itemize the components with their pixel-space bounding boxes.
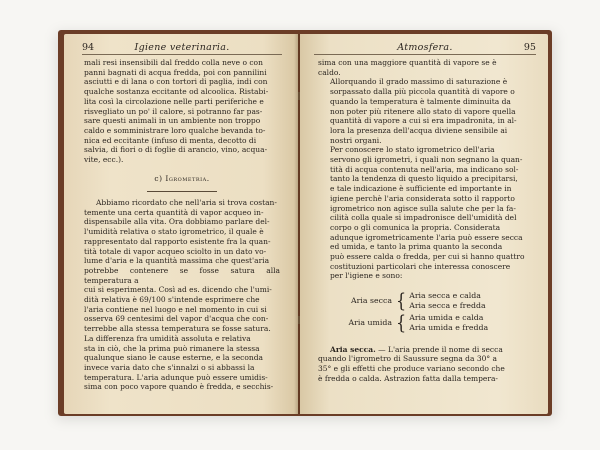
text-line: ed umida, e tanto la prima quanto la seconda xyxy=(330,242,503,252)
right-running-head: Atmosfera. xyxy=(397,42,453,53)
text-line: dità relativa è 69/100 s'intende esprimere che xyxy=(84,295,260,305)
text-line: adunque igrometricamente l'aria può essere secca xyxy=(330,232,523,242)
text-line: e tale indicazione è sufficiente ed importante in xyxy=(330,184,512,194)
text-line: quando l'igrometro di Saussure segna da 30° a xyxy=(318,354,497,364)
text-line: vite, ecc.). xyxy=(84,155,124,165)
text-line: nica ed eccitante (infuso di menta, decotto di xyxy=(84,135,257,145)
text-line: sta in ciò, che la prima può rimanere la stessa xyxy=(84,343,260,353)
brace-icon: { xyxy=(396,310,407,334)
text-line: dispensabile alla vita. Ora dobbiamo parlare del- xyxy=(84,217,270,227)
text-line: potrebbe contenere se fosse satura alla temperatura a xyxy=(84,265,280,285)
air-classification xyxy=(330,288,534,334)
section-heading xyxy=(84,174,280,184)
text-line: corpo o gli comunica la propria. Considerata xyxy=(330,222,501,232)
classification-items xyxy=(409,291,485,310)
text-line: l'aria contiene nel luogo e nel momento in cui si xyxy=(84,304,267,314)
text-line: rappresentato dal rapporto esistente fra la quan- xyxy=(84,236,271,246)
text-line: lora la presenza dell'acqua diviene sensibile ai xyxy=(330,125,508,135)
classification-item: Aria secca e fredda xyxy=(409,300,486,310)
text-line: sorpassato dalla più piccola quantità di vapore o xyxy=(330,87,515,97)
text-line: osserva 69 centesimi del vapor d'acqua che con- xyxy=(84,314,269,324)
right-paragraph-1 xyxy=(318,58,534,77)
text-line: Allorquando il grado massimo di saturazione è xyxy=(330,77,508,87)
text-line: nostri organi. xyxy=(330,135,382,145)
left-page-body xyxy=(84,58,280,392)
classification-group xyxy=(330,288,534,312)
classification-item: Aria umida e calda xyxy=(409,313,484,323)
text-line: qualunque siano le cause esterne, e la seconda xyxy=(84,353,264,363)
text-line: può essere calda o fredda, per cui si hanno quattro xyxy=(330,252,525,262)
text-line: Abbiamo ricordato che nell'aria si trova costan- xyxy=(96,198,277,208)
text-line: — L'aria prende il nome di secca xyxy=(375,344,503,354)
left-paragraph-1 xyxy=(84,58,280,165)
classification-items xyxy=(409,313,488,332)
text-line: igiene perchè l'aria considerata sotto il rapporto xyxy=(330,193,515,203)
text-line: tità totale di vapor acqueo sciolto in un dato vo- xyxy=(84,246,267,256)
text-line: qualche sostanza eccitante od alcoolica. Ristabi- xyxy=(84,87,269,97)
text-line: non poter più ritenere allo stato di vapore quella xyxy=(330,106,516,116)
text-line: sare questi animali in un ambiente non troppo xyxy=(84,116,261,126)
right-page-body xyxy=(318,58,534,383)
paragraph-lead: Aria secca. xyxy=(330,344,376,354)
left-page xyxy=(64,34,298,414)
classification-item: Aria secca e calda xyxy=(409,291,481,301)
text-line: servono gli igrometri, i quali non segnano la quan- xyxy=(330,155,523,165)
section-letter: c) xyxy=(154,173,163,183)
right-page-header xyxy=(314,42,536,55)
text-line: temperatura. L'aria adunque può essere umidis- xyxy=(84,372,268,382)
right-paragraph-2 xyxy=(318,77,534,145)
text-line: per l'igiene e sono: xyxy=(330,271,403,281)
text-line: temente una certa quantità di vapor acqueo in- xyxy=(84,207,264,217)
right-paragraph-3 xyxy=(318,145,534,281)
text-line: lita così la circolazione nelle parti periferiche e xyxy=(84,96,264,106)
text-line: mali resi insensibili dal freddo colla neve o con xyxy=(84,58,263,67)
text-line: igrometrico non agisce sulla salute che per la fa- xyxy=(330,203,516,213)
text-line: caldo. xyxy=(318,67,341,77)
left-page-number: 94 xyxy=(82,42,95,53)
left-paragraph-2 xyxy=(84,198,280,392)
text-line: cui si esperimenta. Così ad es. dicendo che l'umi- xyxy=(84,285,272,295)
section-title: Igrometria. xyxy=(165,173,210,183)
text-line: tità di acqua contenuta nell'aria, ma indicano sol- xyxy=(330,164,519,174)
text-line: sima con una maggiore quantità di vapore se è xyxy=(318,58,497,67)
classification-label: Aria umida xyxy=(348,318,392,328)
right-paragraph-4 xyxy=(318,345,534,384)
text-line: Per conoscere lo stato igrometrico dell'aria xyxy=(330,145,495,155)
text-line: sima con poco vapore quando è fredda, e secchis- xyxy=(84,382,274,392)
text-line: terrebbe alla stessa temperatura se fosse satura. xyxy=(84,324,271,334)
right-page-number: 95 xyxy=(523,42,536,53)
text-line: salvia, di fiori o di foglie di arancio, vino, acqua- xyxy=(84,145,268,155)
brace-icon: { xyxy=(396,288,407,312)
classification-group xyxy=(330,310,534,334)
classification-label: Aria secca xyxy=(351,295,392,305)
text-line: La differenza fra umidità assoluta e relativa xyxy=(84,333,251,343)
text-line: quando la temperatura è talmente diminuita da xyxy=(330,96,511,106)
right-page xyxy=(300,34,548,414)
text-line: caldo e somministrare loro qualche bevanda to- xyxy=(84,125,266,135)
text-line: invece varia dato che s'innalzi o si abbassi la xyxy=(84,362,255,372)
text-line: risvegliato un po' il calore, si potranno far pas- xyxy=(84,106,263,116)
text-line: costituzioni particolari che interessa conoscere xyxy=(330,261,511,271)
text-line: l'umidità relativa o stato igrometrico, il quale è xyxy=(84,227,264,237)
left-page-header xyxy=(82,42,282,55)
section-rule xyxy=(147,191,217,192)
text-line: panni bagnati di acqua fredda, poi con pannilini xyxy=(84,67,267,77)
text-line: cilità colla quale si impadronisce dell'umidità del xyxy=(330,213,517,223)
text-line: asciutti e di lana o con tortori di paglia, indi con xyxy=(84,77,268,87)
text-line: tanto la tendenza di questo liquido a precipitarsi, xyxy=(330,174,518,184)
text-line: lume d'aria e la quantità massima che quest'aria xyxy=(84,256,270,266)
text-line: è fredda o calda. Astrazion fatta dalla tempera- xyxy=(318,373,498,383)
text-line: 35° e gli effetti che produce variano secondo che xyxy=(318,363,505,373)
left-running-head: Igiene veterinaria. xyxy=(134,42,230,53)
classification-item: Aria umida e fredda xyxy=(409,322,489,332)
text-line: quantità di vapore a cui si era impadronita, in al- xyxy=(330,116,517,126)
